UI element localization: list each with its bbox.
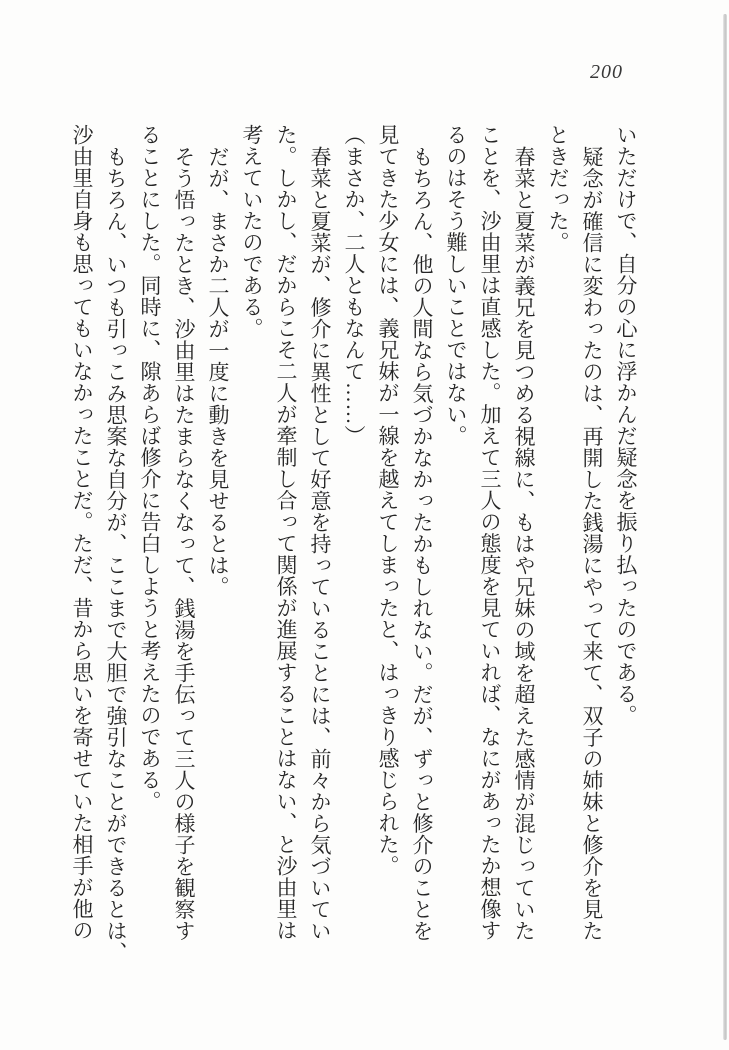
text-column: 見てきた少女には、義兄妹が一線を越えてしまったと、はっきり感じられた。 <box>376 124 400 877</box>
text-column: 沙由里自身も思ってもいなかったことだ。ただ、昔から思いを寄せていた相手が他の <box>70 124 94 941</box>
text-column: 春菜と夏菜が義兄を見つめる視線に、もはや兄妹の域を超えた感情が混じっていた <box>512 145 536 941</box>
text-column: た。しかし、だからこそ二人が牽制し合って関係が進展することはない、と沙由里は <box>274 124 298 941</box>
text-column: るのはそう難しいことではない。 <box>444 124 468 447</box>
text-column: 考えていたのである。 <box>240 124 264 339</box>
text-column: 春菜と夏菜が、修介に異性として好意を持っていることには、前々から気づいてい <box>308 145 332 941</box>
text-column: ことを、沙由里は直感した。加えて三人の態度を見ていれば、なにがあったか想像す <box>478 124 502 941</box>
body-text <box>65 124 643 976</box>
text-column: （まさか、二人ともなんて……） <box>342 124 366 447</box>
text-column: もちろん、他の人間なら気づかなかったかもしれない。だが、ずっと修介のことを <box>410 145 434 941</box>
text-column: ることにした。同時に、隙あらば修介に告白しようと考えたのである。 <box>138 124 162 812</box>
text-column: だが、まさか二人が一度に動きを見せるとは。 <box>206 145 230 597</box>
text-column: 疑念が確信に変わったのは、再開した銭湯にやって来て、双子の姉妹と修介を見た <box>580 145 604 941</box>
page-edge-shadow <box>723 14 727 1040</box>
page-number: 200 <box>590 61 623 83</box>
text-column: もちろん、いつも引っこみ思案な自分が、ここまで大胆で強引なことができるとは、 <box>104 145 128 963</box>
text-column: そう悟ったとき、沙由里はたまらなくなって、銭湯を手伝って三人の様子を観察す <box>172 145 196 941</box>
text-column: ときだった。 <box>546 124 570 253</box>
text-column: いただけで、自分の心に浮かんだ疑念を振り払ったのである。 <box>614 124 638 726</box>
